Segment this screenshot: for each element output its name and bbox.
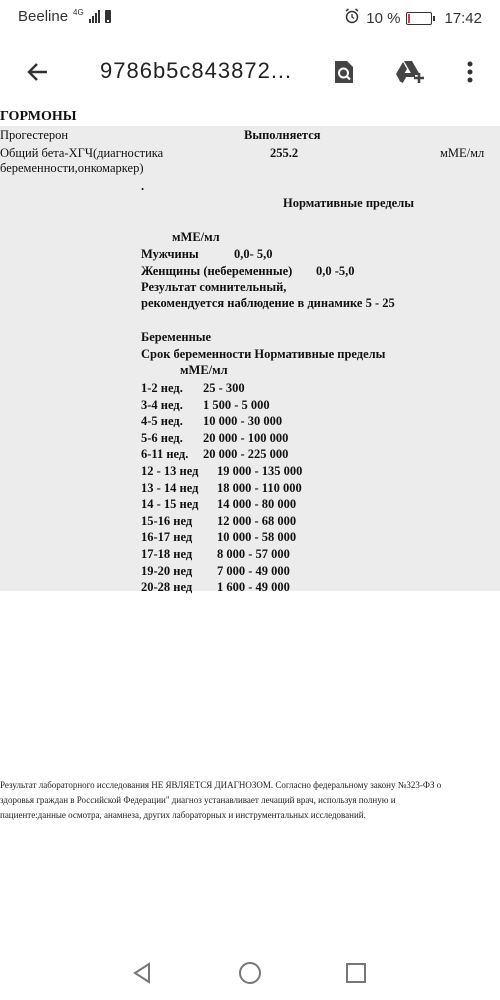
nav-bar: [0, 945, 500, 1000]
pregnant-label: Беременные: [141, 330, 212, 344]
drive-add-icon[interactable]: [392, 54, 428, 90]
more-vert-icon[interactable]: [452, 54, 488, 90]
test-name: Общий бета-ХГЧ(диагностика: [0, 146, 164, 160]
range-row: [141, 430, 288, 446]
alarm-icon: [344, 8, 360, 28]
range-row: [141, 413, 282, 429]
range-value: 1 500 - 5 000: [203, 397, 270, 412]
range-row: [141, 513, 296, 529]
back-triangle-icon[interactable]: [128, 959, 156, 987]
disclaimer-line: Результат лабораторного исследования НЕ ЯВЛЯЕТСЯ ДИАГНОЗОМ. Согласно федеральному закону №323-ФЗ о: [0, 780, 442, 790]
men-range: 0,0- 5,0: [234, 247, 273, 261]
range-value: 20 000 - 100 000: [203, 430, 289, 445]
range-row: [141, 579, 290, 595]
results-block: [0, 126, 500, 595]
clock: 17:42: [444, 9, 482, 27]
back-arrow-icon[interactable]: [20, 54, 56, 90]
range-term: 15-16 нед: [141, 513, 193, 528]
women-range: 0,0 -5,0: [316, 264, 355, 278]
range-row: [141, 546, 290, 562]
norms-title: Нормативные пределы: [283, 196, 414, 210]
recents-square-icon[interactable]: [342, 959, 370, 987]
men-label: Мужчины: [141, 247, 199, 261]
range-term: 16-17 нед: [141, 530, 193, 545]
range-value: 12 000 - 68 000: [217, 513, 297, 528]
test-value: 255.2: [270, 146, 299, 160]
disclaimer-line: здоровья граждан в Российской Федерации" диагноз устанавливает лечащий врач, используя полную и: [0, 795, 396, 805]
test-unit: мМЕ/мл: [440, 146, 485, 160]
app-bar: [0, 36, 500, 108]
test-status: Выполняется: [244, 128, 321, 142]
test-name: Прогестерон: [0, 128, 69, 142]
status-bar: [0, 0, 500, 36]
range-value: 14 000 - 80 000: [217, 497, 297, 512]
range-term: 3-4 нед.: [141, 397, 183, 412]
disclaimer: [0, 778, 500, 823]
range-term: 5-6 нед.: [141, 430, 183, 445]
range-term: 12 - 13 нед: [141, 464, 199, 478]
range-row: [141, 446, 288, 462]
battery-icon: [406, 12, 432, 25]
alert-icon: [105, 10, 111, 23]
range-term: 20-28 нед: [141, 580, 193, 595]
range-term: 13 - 14 нед: [141, 480, 199, 495]
document-search-icon[interactable]: [326, 54, 362, 90]
range-row: [141, 480, 302, 496]
range-row: [141, 463, 302, 479]
battery-percent: 10 %: [366, 9, 401, 27]
unit-label: мМЕ/мл: [180, 363, 228, 377]
range-value: 19 000 - 135 000: [217, 464, 303, 478]
battery-fill: [408, 14, 410, 23]
range-value: 20 000 - 225 000: [203, 447, 289, 462]
range-value: 10 000 - 30 000: [203, 414, 283, 429]
range-row: [141, 496, 296, 512]
disclaimer-line: пациенте:данные осмотра, анамнеза, других лабораторных и инструментальных исследований.: [0, 810, 366, 820]
range-term: 6-11 нед.: [141, 447, 189, 462]
doubtful-text: Результат сомнительный,: [141, 280, 287, 294]
range-value: 25 - 300: [203, 381, 245, 395]
range-row: [141, 563, 290, 579]
range-row: [141, 380, 245, 396]
range-term: 4-5 нед.: [141, 414, 183, 429]
doubtful-text: рекомендуется наблюдение в динамике 5 - 25: [141, 296, 395, 310]
network-type: 4G: [73, 7, 84, 17]
range-value: 7 000 - 49 000: [217, 563, 290, 578]
signal-icon: [89, 10, 100, 23]
range-value: 8 000 - 57 000: [217, 547, 290, 561]
range-value: 1 600 - 49 000: [217, 580, 290, 595]
range-value: 10 000 - 58 000: [217, 530, 297, 545]
unit-label: мМЕ/мл: [172, 230, 220, 244]
range-term: 1-2 нед.: [141, 381, 183, 395]
separator-dot: .: [141, 179, 145, 193]
women-label: Женщины (небеременные): [141, 264, 293, 278]
section-title: ГОРМОНЫ: [0, 108, 500, 126]
document-page: [0, 108, 500, 728]
range-row: [141, 397, 270, 413]
range-term: 17-18 нед: [141, 547, 193, 561]
term-header: Срок беременности Нормативные пределы: [141, 347, 386, 361]
range-row: [141, 529, 296, 545]
range-value: 18 000 - 110 000: [217, 480, 302, 495]
carrier-label: Beeline: [18, 8, 69, 25]
range-term: 19-20 нед: [141, 563, 193, 578]
range-term: 14 - 15 нед: [141, 497, 199, 512]
test-name-cont: беременности,онкомаркер): [0, 161, 144, 175]
home-circle-icon[interactable]: [236, 959, 264, 987]
file-title: 9786b5c843872...: [100, 58, 293, 83]
